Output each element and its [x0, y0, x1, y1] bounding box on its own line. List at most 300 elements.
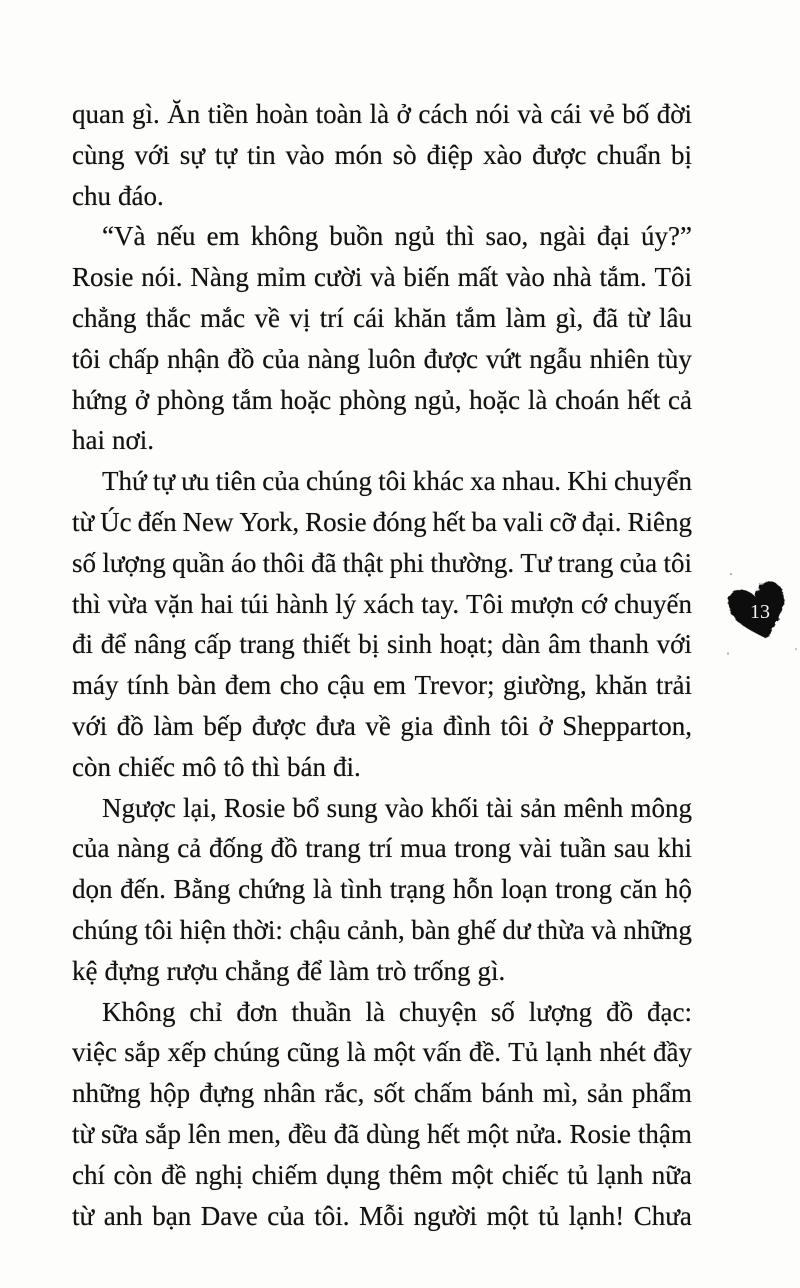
word: thừa — [537, 914, 585, 945]
word: quan — [72, 99, 125, 129]
word: để — [100, 629, 127, 660]
word: vị — [289, 302, 311, 333]
word: nhiên — [589, 343, 650, 374]
word: mỉm — [256, 262, 307, 293]
word: bánh — [481, 1078, 534, 1109]
word: vấn — [422, 1037, 462, 1068]
word: phẩm — [631, 1078, 692, 1109]
word: Rosie — [72, 262, 134, 293]
word: hoàn — [255, 99, 309, 129]
word: chuyện — [398, 996, 477, 1027]
word: trang — [557, 547, 614, 578]
word: Ăn — [167, 99, 201, 129]
text-line — [72, 135, 692, 176]
word: gia — [400, 710, 434, 741]
word: nhận — [167, 343, 220, 374]
word: sốt — [373, 1078, 405, 1109]
word: sung — [326, 792, 378, 823]
word: tôi. — [314, 1200, 350, 1231]
word: ngủ, — [414, 384, 462, 415]
word: Tôi — [466, 588, 504, 619]
word: chúng — [72, 914, 138, 945]
paragraph — [72, 94, 692, 216]
word: là — [346, 1037, 367, 1068]
word: căn — [619, 874, 658, 905]
word: tiên — [215, 466, 257, 497]
word: hoặc — [280, 384, 332, 415]
word: tin — [247, 139, 276, 170]
word: số — [490, 996, 515, 1027]
word: cả — [177, 833, 202, 864]
word: đựng — [199, 1078, 255, 1109]
word: úy?” — [641, 221, 692, 252]
word: chấm — [413, 1078, 473, 1109]
word: chứng — [238, 874, 306, 905]
word: sinh — [386, 629, 432, 660]
word: thuần — [291, 996, 352, 1027]
word: phòng — [156, 384, 225, 415]
word: trí — [319, 302, 344, 333]
word: Riêng — [627, 506, 692, 537]
word: tùy — [657, 343, 692, 374]
heart-icon — [721, 577, 797, 649]
word: trạng — [389, 874, 446, 905]
word: toàn — [315, 99, 363, 129]
word: đáo. — [117, 180, 164, 211]
text-line — [72, 665, 692, 706]
word: cũng — [286, 1037, 340, 1068]
word: cùng — [72, 139, 125, 170]
word: vali — [503, 506, 544, 537]
word: vài — [518, 833, 552, 864]
word: đại. — [581, 506, 622, 537]
word: luôn — [367, 343, 416, 374]
word: lâu — [658, 302, 692, 333]
word: về — [254, 302, 280, 333]
word: tài — [486, 792, 514, 823]
word: Tôi — [654, 262, 692, 293]
text-line — [72, 1196, 692, 1237]
word: thật — [342, 547, 384, 578]
word: vặn — [154, 588, 194, 619]
word: trò — [376, 955, 407, 986]
word: ngài — [539, 221, 586, 252]
word: đồ — [116, 710, 144, 741]
word: trong — [555, 874, 613, 905]
word: đóng — [372, 506, 427, 537]
page-text — [72, 94, 692, 1236]
text-line — [72, 951, 692, 992]
word: còn — [113, 1159, 153, 1190]
word: với — [656, 629, 692, 660]
text-line — [72, 584, 692, 625]
word: cấp — [194, 629, 232, 660]
word: lạnh — [596, 1159, 644, 1190]
word: đời — [656, 99, 692, 129]
word: Không — [102, 996, 176, 1027]
word: đi — [72, 629, 94, 660]
text-line — [72, 747, 692, 788]
word: Thứ — [102, 466, 147, 497]
word: của — [262, 343, 300, 374]
word: đến. — [120, 874, 166, 905]
word: số — [72, 547, 97, 578]
word: thiết — [302, 629, 351, 660]
word: bổ — [292, 792, 320, 823]
word: Rosie — [305, 506, 367, 537]
text-line — [72, 706, 692, 747]
word: Úc — [100, 506, 132, 537]
page-number: 13 — [750, 601, 770, 623]
word: đã — [310, 547, 337, 578]
word: ở — [396, 99, 411, 129]
word: điệp — [426, 139, 474, 170]
word: với — [134, 139, 170, 170]
word: về — [365, 710, 391, 741]
word: bếp — [203, 710, 243, 741]
word: đã — [333, 1118, 360, 1149]
word: chiếc — [501, 1159, 559, 1190]
word: nửa. — [515, 1118, 563, 1149]
word: rượu — [166, 955, 219, 986]
word: nàng — [117, 833, 170, 864]
word: và — [370, 262, 396, 293]
text-line — [72, 1073, 692, 1114]
word: vào — [384, 792, 424, 823]
word: mông — [630, 792, 692, 823]
text-line — [72, 380, 692, 421]
word: ưu — [181, 466, 210, 497]
word: khăn — [393, 302, 447, 333]
word: vào — [285, 139, 325, 170]
word: thì — [72, 588, 101, 619]
word: New — [182, 506, 234, 537]
word: em — [373, 670, 407, 701]
word: cậu — [327, 670, 365, 701]
text-line — [72, 1114, 692, 1155]
word: cỡ — [549, 506, 576, 537]
word: lý — [335, 588, 357, 619]
word: loạn — [500, 874, 548, 905]
word: chậu — [289, 914, 341, 945]
word: hai — [200, 588, 234, 619]
word: mênh — [563, 792, 624, 823]
word: tôi — [378, 466, 407, 497]
word: làm — [153, 710, 194, 741]
word: hết — [432, 506, 466, 537]
word: người — [413, 1200, 478, 1231]
word: nơi. — [112, 425, 155, 456]
word: tôi — [144, 914, 174, 945]
word: ngủ — [394, 221, 435, 252]
word: mô — [181, 751, 217, 782]
word: bán — [286, 751, 326, 782]
word: đồ — [270, 833, 298, 864]
word: một — [466, 1118, 509, 1149]
word: tắm. — [599, 262, 647, 293]
text-line — [72, 1155, 692, 1196]
word: khác — [412, 466, 464, 497]
word: bàn — [177, 670, 217, 701]
word: sao, — [485, 221, 529, 252]
word: hoạt; — [439, 629, 494, 660]
word: chiếc — [117, 751, 175, 782]
word: đống — [208, 833, 263, 864]
word: hết — [627, 384, 661, 415]
ink-speck — [730, 573, 732, 575]
word: tôi — [663, 547, 692, 578]
word: chẳng — [225, 955, 290, 986]
text-line — [72, 910, 692, 951]
word: sắp — [124, 1037, 161, 1068]
word: chuẩn — [596, 139, 661, 170]
word: Ngược — [102, 792, 176, 823]
word: ở — [134, 384, 150, 415]
word: tự — [214, 139, 238, 170]
word: mắc — [200, 302, 246, 333]
word: đạc: — [646, 996, 692, 1027]
word: ba — [471, 506, 498, 537]
word: thôi — [262, 547, 305, 578]
word: đựng — [104, 955, 160, 986]
word: mượn — [510, 588, 574, 619]
word: là — [365, 996, 385, 1027]
word: Rosie — [223, 792, 286, 823]
word: Dave — [200, 1200, 258, 1231]
word: tự — [152, 466, 175, 497]
word: việc — [72, 1037, 117, 1068]
word: thời: — [232, 914, 283, 945]
text-line — [72, 869, 692, 910]
word: chí — [72, 1159, 105, 1190]
word: còn — [72, 751, 111, 782]
word: hoặc — [469, 384, 521, 415]
word: đại — [596, 221, 630, 252]
word: cái — [353, 302, 385, 333]
text-line — [72, 992, 692, 1033]
word: chuyển — [613, 466, 692, 497]
word: chúng — [305, 466, 372, 497]
word: của — [267, 1200, 305, 1231]
word: làm — [505, 302, 547, 333]
word: hộ — [664, 874, 692, 905]
word: choán — [555, 384, 620, 415]
word: một — [486, 1200, 529, 1231]
word: âm — [548, 629, 582, 660]
word: lạnh — [545, 1037, 593, 1068]
text-line — [72, 461, 692, 502]
word: bạn — [152, 1200, 192, 1231]
word: mất — [457, 262, 499, 293]
word: những — [623, 914, 692, 945]
word: nói. — [141, 262, 183, 293]
word: từ — [627, 302, 650, 333]
word: gì. — [477, 955, 506, 986]
word: tuần — [559, 833, 607, 864]
word: xa — [470, 466, 496, 497]
word: từ — [72, 1118, 95, 1149]
word: đề. — [468, 1037, 502, 1068]
word: thì — [251, 751, 280, 782]
word: đem — [224, 670, 272, 701]
word: tiền — [207, 99, 249, 129]
text-line — [72, 624, 692, 665]
text-line — [72, 543, 692, 584]
word: dọn — [72, 874, 113, 905]
word: không — [250, 221, 319, 252]
word: Khi — [567, 466, 608, 497]
word: cảnh, — [347, 914, 405, 945]
word: lại, — [183, 792, 217, 823]
word: lạnh! — [568, 1200, 625, 1231]
word: đều — [287, 1118, 327, 1149]
word: với — [72, 710, 108, 741]
word: nghị — [195, 1159, 244, 1190]
word: vứt — [485, 343, 522, 374]
word: đồ — [227, 343, 255, 374]
word: Rosie — [569, 1118, 632, 1149]
word: giường, — [502, 670, 587, 701]
word: đồ — [606, 996, 634, 1027]
word: rắc, — [324, 1078, 365, 1109]
word: khăn — [595, 670, 648, 701]
word: hỗn — [452, 874, 494, 905]
word: hết — [426, 1118, 460, 1149]
word: nhà — [552, 262, 592, 293]
word: York, — [239, 506, 300, 537]
word: cách — [418, 99, 468, 129]
word: thắc — [145, 302, 191, 333]
word: đề — [161, 1159, 187, 1190]
word: sản — [586, 1078, 623, 1109]
word: máy — [72, 670, 119, 701]
word: làm — [328, 955, 370, 986]
word: kệ — [72, 955, 98, 986]
word: Shepparton, — [562, 710, 692, 741]
word: khi — [657, 833, 692, 864]
word: cái — [550, 99, 582, 129]
word: của — [262, 466, 300, 497]
word: ngẫu — [529, 343, 582, 374]
word: tình — [340, 874, 383, 905]
word: cớ — [580, 588, 608, 619]
word: nâng — [133, 629, 187, 660]
word: xào — [483, 139, 523, 170]
word: tính — [126, 670, 169, 701]
word: hai — [72, 425, 105, 456]
word: thường. — [430, 547, 515, 578]
word: tắm — [232, 384, 273, 415]
text-line — [72, 298, 692, 339]
word: đưa — [315, 710, 356, 741]
word: một — [451, 1159, 494, 1190]
word: thanh — [588, 629, 649, 660]
word: em — [206, 221, 240, 252]
word: trống — [413, 955, 471, 986]
word: khối — [430, 792, 479, 823]
word: vừa — [107, 588, 148, 619]
word: sắp — [145, 1118, 182, 1149]
word: chấp — [108, 343, 160, 374]
word: gì, — [555, 302, 584, 333]
word: dụng — [326, 1159, 381, 1190]
word: đã — [592, 302, 619, 333]
word: phi — [389, 547, 425, 578]
word: bàn — [411, 914, 451, 945]
word: Chưa — [633, 1200, 692, 1231]
word: xách — [363, 588, 415, 619]
word: tủ — [538, 1200, 560, 1231]
word: sau — [613, 833, 650, 864]
word: được — [251, 710, 307, 741]
paragraph — [72, 788, 692, 992]
word: phòng — [338, 384, 407, 415]
word: đi. — [332, 751, 361, 782]
word: vào — [505, 262, 545, 293]
word: tủ — [567, 1159, 589, 1190]
word: sự — [179, 139, 205, 170]
word: cả — [667, 384, 692, 415]
word: Trevor; — [414, 670, 495, 701]
word: “Và — [102, 221, 146, 252]
word: trong — [454, 833, 512, 864]
word: sữa — [101, 1118, 139, 1149]
text-line — [72, 1032, 692, 1073]
word: lượng — [102, 547, 166, 578]
word: thì — [445, 221, 475, 252]
word: đơn — [236, 996, 278, 1027]
word: chiếm — [251, 1159, 318, 1190]
word: một — [373, 1037, 416, 1068]
word: dư — [502, 914, 531, 945]
word: đầy — [652, 1037, 692, 1068]
word: và — [517, 99, 543, 129]
word: chuyến — [614, 588, 692, 619]
word: dùng — [366, 1118, 421, 1149]
word: Mỗi — [359, 1200, 405, 1231]
word: nói — [475, 99, 510, 129]
word: hộp — [149, 1078, 191, 1109]
word: nhau. — [501, 466, 562, 497]
word: của — [72, 833, 110, 864]
word: anh — [103, 1200, 143, 1231]
ink-speck — [795, 648, 797, 650]
text-line — [72, 339, 692, 380]
word: những — [72, 1078, 141, 1109]
word: đình — [442, 710, 491, 741]
page-number-heart — [721, 577, 797, 649]
word: chu — [72, 180, 111, 211]
paragraph — [72, 992, 692, 1237]
word: món — [334, 139, 383, 170]
word: được — [423, 343, 479, 374]
word: Tủ — [508, 1037, 539, 1068]
word: thậm — [637, 1118, 692, 1149]
word: hành — [275, 588, 329, 619]
word: tay. — [421, 588, 460, 619]
word: trang — [305, 833, 361, 864]
word: tôi — [500, 710, 529, 741]
word: để — [296, 955, 322, 986]
text-line — [72, 502, 692, 543]
word: là — [312, 874, 333, 905]
word: đến — [137, 506, 177, 537]
word: nhân — [263, 1078, 316, 1109]
word: chúng — [213, 1037, 280, 1068]
word: được — [532, 139, 587, 170]
text-line — [72, 257, 692, 298]
word: tắm — [455, 302, 497, 333]
